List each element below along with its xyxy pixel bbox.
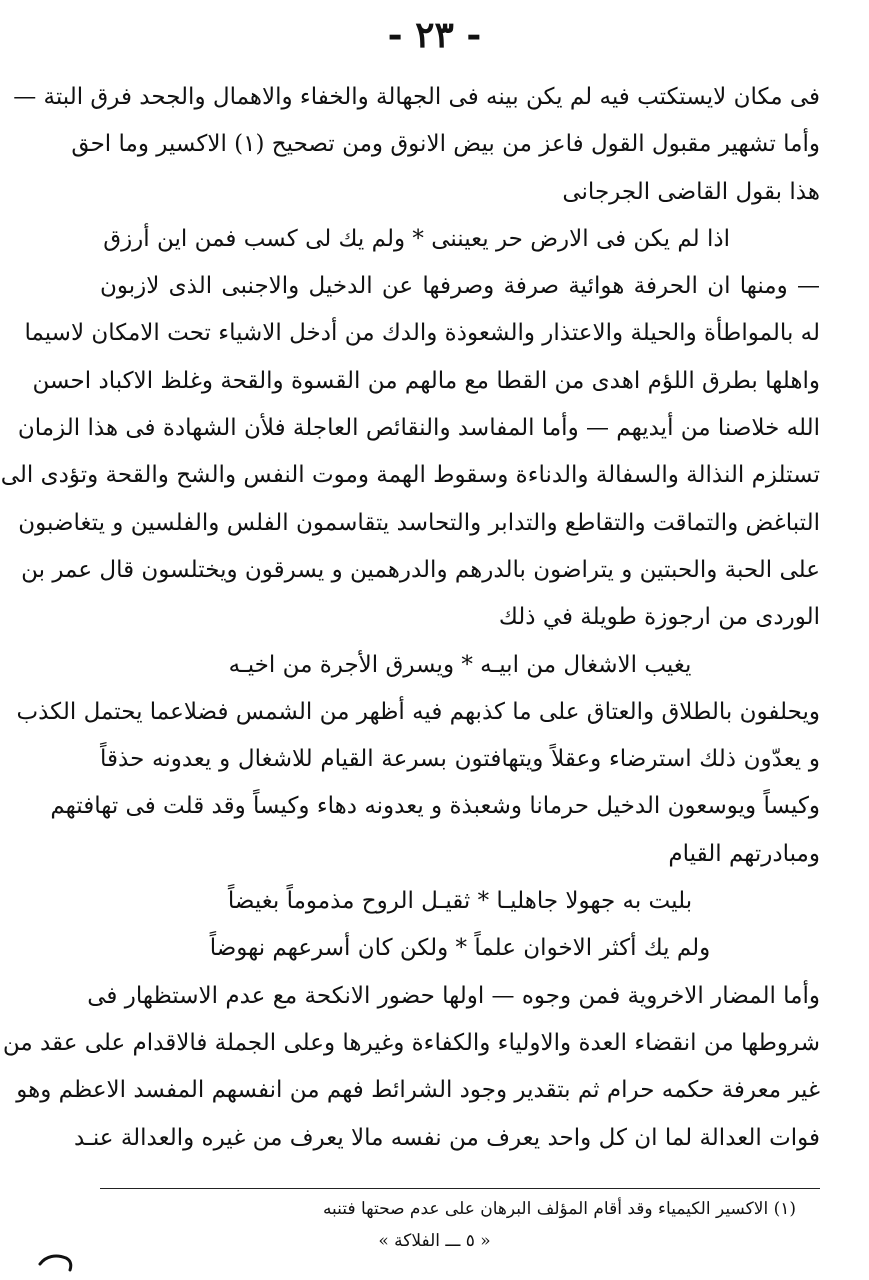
text-line: واهلها بطرق اللؤم اهدى من القطا مع مالهم من القسوة والقحة وغلظ الاكباد احسن bbox=[32, 367, 820, 394]
text-line: — ومنها ان الحرفة هوائية صرفة وصرفها عن الدخيل والاجنبى الذى لازبون bbox=[100, 273, 820, 300]
text-line: الوردى من ارجوزة طويلة في ذلك bbox=[498, 604, 820, 631]
text-line: تستلزم النذالة والسفالة والدناءة وسقوط الهمة وموت النفس والشح والقحة وتؤدى الى bbox=[0, 462, 820, 489]
verse-line: اذا لم يكن فى الارض حر يعيننى * ولم يك لى كسب فمن اين أرزق bbox=[103, 225, 730, 252]
text-line: وأما المضار الاخروية فمن وجوه — اولها حضور الانكحة مع عدم الاستظهار فى bbox=[87, 982, 820, 1009]
signature-mark: « ٥ ـــ الفلاكة » bbox=[378, 1231, 491, 1251]
verse-line: ولم يك أكثر الاخوان علماً * ولكن كان أسرعهم نهوضاً bbox=[209, 935, 711, 962]
corner-mark-icon bbox=[36, 1246, 76, 1276]
text-line: وكيساً ويوسعون الدخيل حرمانا وشعبذة و يعدونه دهاء وكيساً وقد قلت فى تهافتهم bbox=[50, 793, 820, 820]
text-line: فوات العدالة لما ان كل واحد يعرف من نفسه مالا يعرف من غيره والعدالة عنـد bbox=[74, 1124, 820, 1151]
text-line: شروطها من انقضاء العدة والاولياء والكفاءة وغيرها وعلى الجملة فالاقدام على عقد من bbox=[2, 1029, 820, 1056]
body-text bbox=[0, 74, 820, 1162]
text-line: الله خلاصنا من أيديهم — وأما المفاسد والنقائص العاجلة فلأن الشهادة فى هذا الزمان bbox=[17, 415, 820, 442]
text-line: و يعدّون ذلك استرضاء وعقلاً ويتهافتون بسرعة القيام للاشغال و يعدونه حذقاً bbox=[100, 746, 820, 773]
verse-line: يغيب الاشغال من ابيـه * ويسرق الأجرة من اخيـه bbox=[228, 651, 692, 678]
text-line: هذا بقول القاضى الجرجانى bbox=[562, 178, 820, 205]
text-line: ومبادرتهم القيام bbox=[668, 840, 820, 867]
text-line: غير معرفة حكمه حرام ثم بتقدير وجود الشرائط فهم من انفسهم المفسد الاعظم وهو bbox=[16, 1077, 820, 1104]
footnote-divider bbox=[100, 1188, 820, 1189]
text-line: على الحبة والحبتين و يتراضون بالدرهم والدرهمين و يسرقون ويختلسون قال عمر بن bbox=[21, 556, 820, 583]
footnote: (١) الاكسير الكيمياء وقد أقام المؤلف البرهان على عدم صحتها فتنبه bbox=[322, 1199, 796, 1219]
text-line: له بالمواطأة والحيلة والاعتذار والشعوذة والدك من أدخل الاشياء تحت الامكان لاسيما bbox=[24, 320, 820, 347]
page-number: - ٢٣ - bbox=[387, 14, 482, 56]
text-line: ويحلفون بالطلاق والعتاق على ما كذبهم فيه أظهر من الشمس فضلاعما يحتمل الكذب bbox=[16, 698, 820, 725]
text-line: فى مكان لايستكتب فيه لم يكن بينه فى الجهالة والخفاء والاهمال والجحد فرق البتة — bbox=[13, 84, 820, 110]
verse-line: بليت به جهولا جاهليـا * ثقيـل الروح مذموماً بغيضاً bbox=[227, 888, 693, 915]
text-line: التباغض والتماقت والتقاطع والتدابر والتحاسد يتقاسمون الفلس والفلسين و يتغاضبون bbox=[18, 509, 820, 536]
text-line: وأما تشهير مقبول القول فاعز من بيض الانوق ومن تصحيح (١) الاكسير وما احق bbox=[71, 131, 820, 158]
